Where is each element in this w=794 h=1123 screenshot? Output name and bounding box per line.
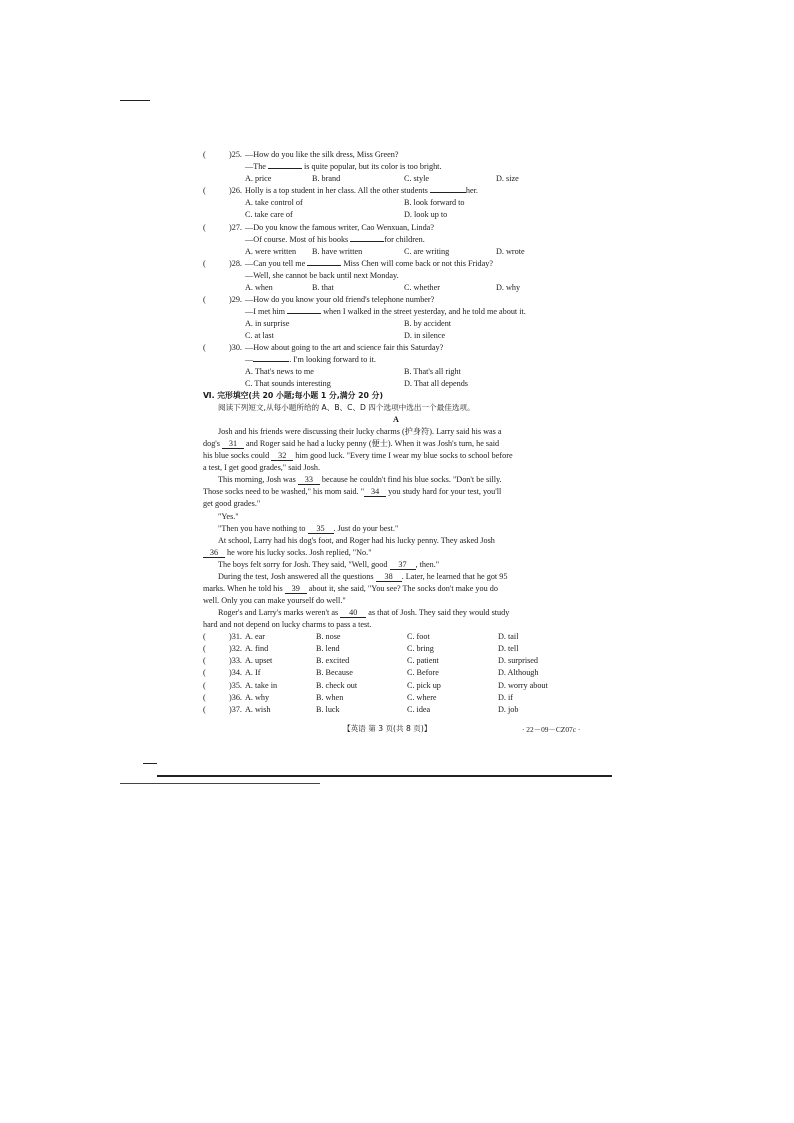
option-a: A. wish [245,705,271,714]
option-d: D. if [498,693,514,702]
option-c: C. at last [245,331,274,340]
question-number: )32. [229,644,242,653]
question-number: )31. [229,632,242,641]
option-b: B. brand [312,174,341,183]
question-number: )37. [229,705,242,714]
passage-line: hard and not depend on lucky charms to pass a test. [203,620,372,629]
option-d: D. look up to [404,210,448,219]
blank-39: 39 [285,585,307,594]
answer-paren: ( [203,150,206,159]
option-c: C. where [407,693,437,702]
section-heading: Ⅵ. 完形填空(共 20 小题;每小题 1 分,满分 20 分) [203,391,384,400]
option-a: A. If [245,668,261,677]
question-number: )28. [229,259,242,268]
passage-line: Those socks need to be washed," his mom said. " 34 you study hard for your test, you'll [203,487,502,496]
answer-paren: ( [203,656,206,665]
option-b: B. excited [316,656,350,665]
option-b: B. check out [316,681,358,690]
question-text: —Do you know the famous writer, Cao Wenxuan, Linda? [245,223,434,232]
answer-paren: ( [203,693,206,702]
passage-line: Josh and his friends were discussing their lucky charms (护身符). Larry said his was a [218,427,502,436]
question-number: )27. [229,223,242,232]
option-c: C. pick up [407,681,441,690]
option-a: A. in surprise [245,319,290,328]
blank-36: 36 [203,549,225,558]
option-a: A. why [245,693,270,702]
scan-line-long [157,775,612,777]
option-d: D. in silence [404,331,446,340]
question-number: )26. [229,186,242,195]
question-text: —How do you know your old friend's telephone number? [245,295,435,304]
answer-paren: ( [203,343,206,352]
option-a: A. upset [245,656,273,665]
passage-line: get good grades." [203,499,261,508]
option-d: D. tell [498,644,519,653]
option-d: D. wrote [496,247,525,256]
option-c: C. whether [404,283,440,292]
section-instruction: 阅读下列短文,从每小题所给的 A、B、C、D 四个选项中选出一个最佳选项。 [218,403,475,412]
option-b: B. have written [312,247,363,256]
option-a: A. were written [245,247,297,256]
option-b: B. luck [316,705,340,714]
option-b: B. by accident [404,319,452,328]
option-d: D. worry about [498,681,548,690]
option-c: C. Before [407,668,439,677]
option-a: A. take in [245,681,278,690]
blank-31: 31 [222,440,244,449]
answer-blank [430,192,466,193]
option-d: D. Although [498,668,539,677]
passage-line: marks. When he told his 39 about it, she said, "You see? The socks don't make you do [203,584,498,593]
passage-line: During the test, Josh answered all the questions 38 . Later, he learned that he got 95 [218,572,508,581]
blank-33: 33 [298,476,320,485]
option-d: D. why [496,283,521,292]
passage-line: his blue socks could 32 him good luck. "Every time I wear my blue socks to school before [203,451,513,460]
passage-line: At school, Larry had his dog's foot, and Roger had his lucky penny. They asked Josh [218,536,495,545]
answer-paren: ( [203,259,206,268]
blank-40: 40 [340,609,366,618]
blank-37: 37 [390,561,416,570]
passage-line: a test, I get good grades," said Josh. [203,463,321,472]
option-b: B. That's all right [404,367,461,376]
passage-line: "Yes." [218,512,239,521]
question-text-line2: —I met him when I walked in the street yesterday, and he told me about it. [245,307,526,316]
question-number: )35. [229,681,242,690]
scan-line-short [143,763,157,764]
passage-line: "Then you have nothing to 35 . Just do your best." [218,524,399,533]
answer-blank [307,265,341,266]
option-b: B. when [316,693,344,702]
option-a: A. That's news to me [245,367,314,376]
answer-blank [268,168,302,169]
option-d: D. size [496,174,519,183]
blank-38: 38 [376,573,402,582]
passage-line: well. Only you can make yourself do well." [203,596,346,605]
passage-line: dog's 31 and Roger said he had a lucky penny (便士). When it was Josh's turn, he said [203,439,500,448]
blank-34: 34 [364,488,386,497]
question-text-line2: —Of course. Most of his books for children. [245,235,425,244]
option-c: C. That sounds interesting [245,379,331,388]
option-a: A. when [245,283,273,292]
question-text: —Can you tell me Miss Chen will come back or not this Friday? [245,259,493,268]
passage-line: The boys felt sorry for Josh. They said, "Well, good 37 , then." [218,560,440,569]
blank-32: 32 [271,452,293,461]
option-c: C. are writing [404,247,450,256]
question-number: )34. [229,668,242,677]
option-c: C. patient [407,656,439,665]
option-a: A. ear [245,632,266,641]
option-b: B. nose [316,632,341,641]
part-label: A [393,415,399,424]
option-b: B. that [312,283,334,292]
option-c: C. foot [407,632,430,641]
question-number: )29. [229,295,242,304]
answer-blank [253,361,289,362]
option-c: C. bring [407,644,434,653]
passage-line: Roger's and Larry's marks weren't as 40 as that of Josh. They said they would study [218,608,510,617]
paper-code: · 22－09－CZ07c · [522,725,581,734]
blank-35: 35 [308,525,334,534]
option-c: C. take care of [245,210,293,219]
scan-line-lower [120,783,320,784]
option-d: D. surprised [498,656,539,665]
option-b: B. lend [316,644,340,653]
question-text-line2: —The is quite popular, but its color is too bright. [245,162,442,171]
option-a: A. price [245,174,272,183]
question-text-line2: — . I'm looking forward to it. [245,355,376,364]
answer-paren: ( [203,186,206,195]
top-left-rule [120,100,150,101]
option-d: D. That all depends [404,379,468,388]
answer-paren: ( [203,668,206,677]
question-number: )36. [229,693,242,702]
option-b: B. Because [316,668,353,677]
option-b: B. look forward to [404,198,465,207]
question-number: )33. [229,656,242,665]
passage-line: 36 he wore his lucky socks. Josh replied, "No." [203,549,372,558]
option-a: A. take control of [245,198,303,207]
answer-paren: ( [203,223,206,232]
answer-paren: ( [203,295,206,304]
answer-paren: ( [203,644,206,653]
answer-paren: ( [203,705,206,714]
answer-blank [287,313,321,314]
option-c: C. style [404,174,430,183]
page-footer-label: 【英语 第 3 页(共 8 页)】 [343,724,432,733]
option-d: D. tail [498,632,519,641]
option-c: C. idea [407,705,431,714]
answer-blank [350,241,384,242]
passage-line: This morning, Josh was 33 because he couldn't find his blue socks. "Don't be silly. [218,475,502,484]
question-text: —How about going to the art and science fair this Saturday? [245,343,444,352]
question-text-line2: —Well, she cannot be back until next Monday. [245,271,399,280]
question-number: )30. [229,343,242,352]
option-d: D. job [498,705,519,714]
answer-paren: ( [203,632,206,641]
question-text: —How do you like the silk dress, Miss Green? [245,150,399,159]
option-a: A. find [245,644,269,653]
question-number: )25. [229,150,242,159]
answer-paren: ( [203,681,206,690]
question-text: Holly is a top student in her class. All the other students her. [245,186,478,195]
